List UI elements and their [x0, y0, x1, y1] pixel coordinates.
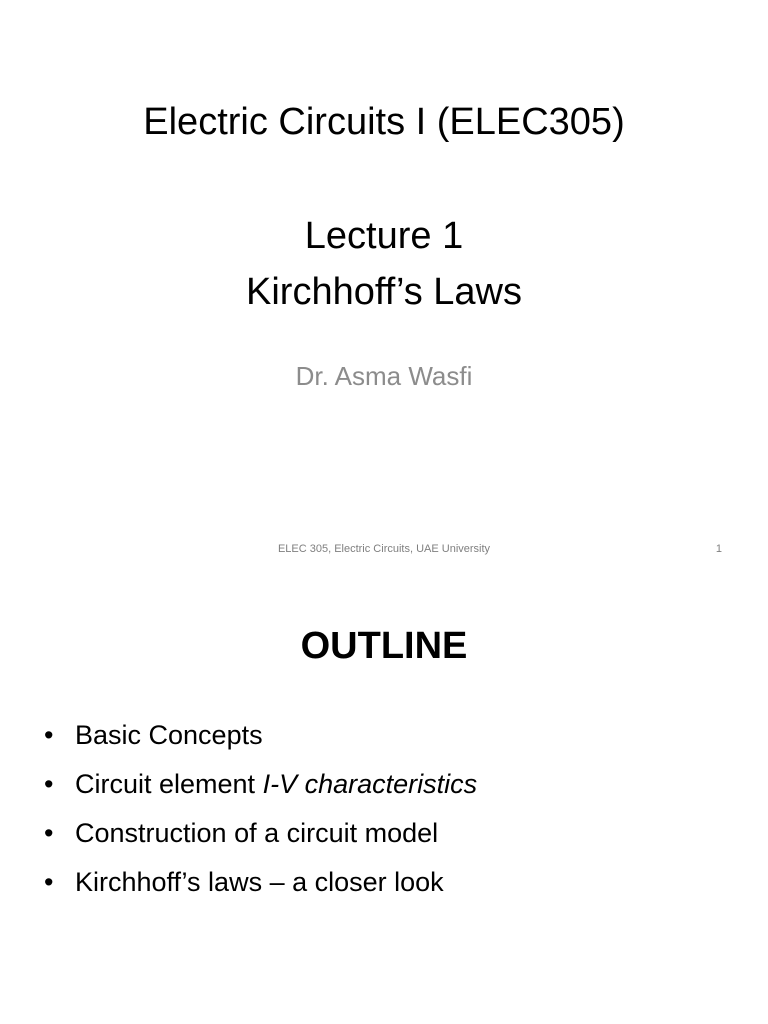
lecture-topic: Kirchhoff’s Laws — [246, 271, 522, 313]
slide-footer: ELEC 305, Electric Circuits, UAE University — [277, 543, 491, 555]
outline-slide — [0, 576, 768, 1024]
bullet-icon: • — [44, 769, 54, 799]
lecture-heading — [0, 208, 768, 320]
outline-list — [44, 713, 744, 909]
outline-title: OUTLINE — [300, 625, 468, 667]
list-item — [44, 762, 744, 811]
list-item — [44, 713, 744, 762]
bullet-text: Circuit element I-V characteristics — [75, 769, 478, 799]
bullet-icon: • — [44, 720, 54, 750]
bullet-text: Kirchhoff’s laws – a closer look — [75, 867, 444, 897]
lecture-number: Lecture 1 — [304, 215, 464, 257]
list-item — [44, 860, 744, 909]
bullet-icon: • — [44, 867, 54, 897]
bullet-text: Basic Concepts — [75, 720, 263, 750]
italic-term: I-V characteristics — [262, 769, 478, 799]
list-item — [44, 811, 744, 860]
course-title: Electric Circuits I (ELEC305) — [143, 101, 625, 143]
page-number: 1 — [715, 543, 722, 555]
bullet-text: Construction of a circuit model — [75, 818, 439, 848]
bullet-icon: • — [44, 818, 54, 848]
author-name: Dr. Asma Wasfi — [295, 361, 473, 391]
